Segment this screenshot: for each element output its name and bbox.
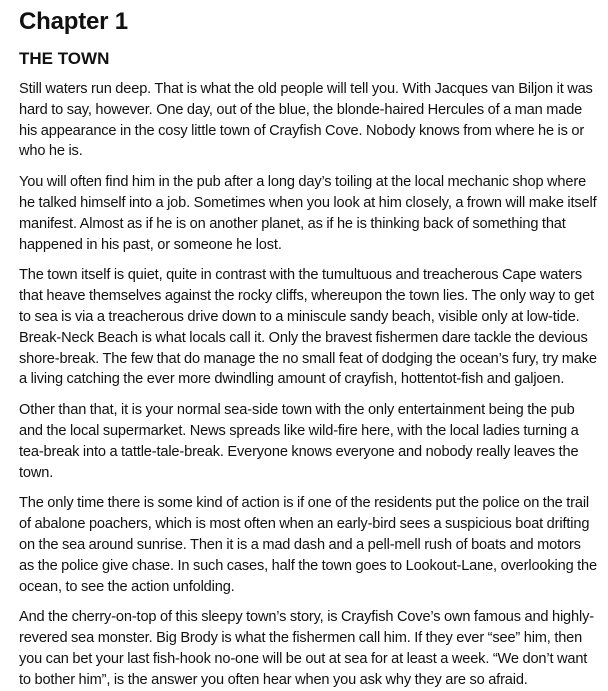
- paragraph-3: The town itself is quiet, quite in contrast with the tumultuous and treacherous Cape waters that heave themselves against the rocky cliffs, whereupon the town lies. The only way to get to sea is via a treacherous drive down to a miniscule sandy beach, visible only at low-tide. Break-Neck Beach is what locals call it. Only the bravest fishermen dare tackle the devious shore-break. The few that do manage the no small feat of dodging the ocean’s fury, try make a living catching the ever more dwindling amount of crayfish, hottentot-fish and galjoen.: [19, 267, 597, 388]
- paragraph-5: The only time there is some kind of action is if one of the residents put the police on the trail of abalone poachers, which is most often when an early-bird sees a suspicious boat drifting on the sea around sunrise. Then it is a mad dash and a pell-mell rush of boats and motors as the police give chase. In such cases, half the town goes to Lookout-Lane, overlooking the ocean, to see the action unfolding.: [19, 495, 597, 595]
- paragraph-6: And the cherry-on-top of this sleepy town’s story, is Crayfish Cove’s own famous and highly-revered sea monster. Big Brody is what the fishermen call him. If they ever “see” him, then you can bet your last fish-hook no-one will be out at sea for at least a week. “We don’t want to bother him”, is the answer you often hear when you ask why they are so afraid.: [19, 609, 594, 688]
- section-title: THE TOWN: [19, 49, 110, 68]
- paragraph-4: Other than that, it is your normal sea-side town with the only entertainment being the pub and the local supermarket. News spreads like wild-fire here, with the local ladies turning a tea-break into a tattle-tale-break. Everyone knows everyone and nobody really leaves the town.: [19, 402, 579, 481]
- paragraph-1: Still waters run deep. That is what the old people will tell you. With Jacques van Biljon it was hard to say, however. One day, out of the blue, the blonde-haired Hercules of a man made his appearance in the cosy little town of Crayfish Cove. Nobody knows from where he is or who he is.: [19, 81, 593, 160]
- paragraph-2: You will often find him in the pub after a long day’s toiling at the local mechanic shop where he talked himself into a job. Sometimes when you look at him closely, a frown will make itself manifest. Almost as if he is on another planet, as if he is thinking back of something that happened in his past, or someone he lost.: [19, 174, 597, 253]
- chapter-title: Chapter 1: [19, 8, 128, 35]
